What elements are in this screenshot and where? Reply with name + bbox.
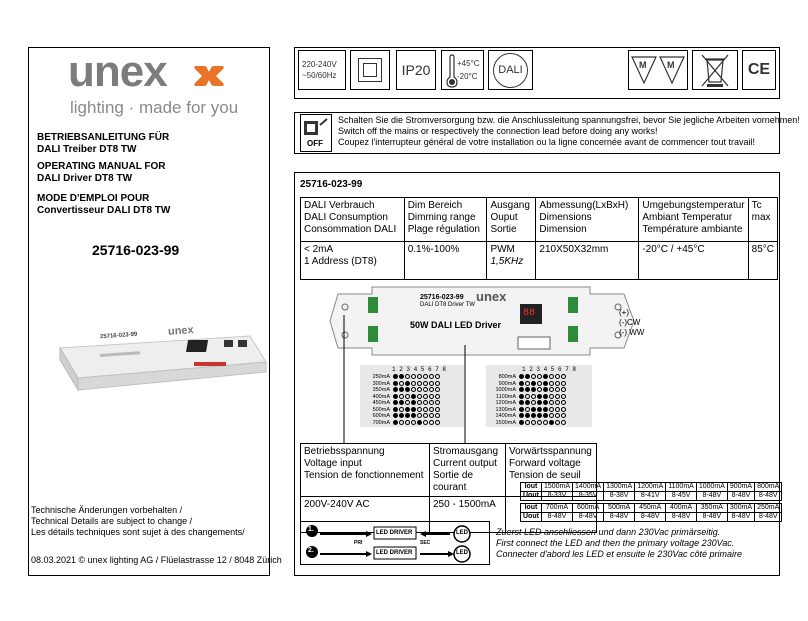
title-de-line2: DALI Treiber DT8 TW xyxy=(37,144,137,155)
current-cell: 8-48V xyxy=(541,513,572,522)
spec-header-dimensions: Abmessung(LxBxH) Dimensions Dimension xyxy=(536,198,639,242)
m-mark-icons xyxy=(628,50,688,90)
dip-current: 500mA xyxy=(372,406,390,413)
dali-icon xyxy=(488,50,533,90)
current-cell: 500mA xyxy=(604,504,635,513)
title-en xyxy=(37,161,166,185)
left-panel xyxy=(28,47,270,576)
connection-en: First connect the LED and then the primary voltage 230Vac. xyxy=(496,538,735,548)
dip-switch-dot xyxy=(537,381,542,386)
temp-min: -20°C xyxy=(457,72,478,81)
current-cell: 900mA xyxy=(727,483,754,492)
current-cell: 800mA xyxy=(755,483,782,492)
dip-switch-dot xyxy=(543,413,548,418)
current-cell: 8-48V xyxy=(696,513,727,522)
dip-switch-dot xyxy=(519,374,524,379)
current-row xyxy=(521,492,782,501)
dip-switch-dot xyxy=(525,387,530,392)
spec-value-temperature: -20°C / +45°C xyxy=(639,242,748,280)
current-cell: 8-41V xyxy=(635,492,666,501)
current-row-label: Iout xyxy=(521,483,542,492)
dip-switch-dot xyxy=(549,400,554,405)
current-row-label: Uout xyxy=(521,492,542,501)
dip-current: 1500mA xyxy=(495,419,516,426)
dip-switch-dot xyxy=(537,394,542,399)
dip-switch-dot xyxy=(531,387,536,392)
current-cell: 350mA xyxy=(696,504,727,513)
diagram-sub: DALI DT8 Driver TW xyxy=(420,302,475,308)
dip-current: 1200mA xyxy=(495,400,516,406)
diagram-label: 50W DALI LED Driver xyxy=(410,320,502,330)
dip-current: 400mA xyxy=(372,393,390,400)
warning-fr: Coupez l'interrupteur général de votre installation ou la ligne concernée avant de commencer tout travail! xyxy=(338,137,755,147)
current-cell: 8-48V xyxy=(755,492,782,501)
dip-switch-dot xyxy=(561,407,566,412)
dip-switch-dot xyxy=(549,381,554,386)
dip-switch-dot xyxy=(531,381,536,386)
logo-tagline: lighting · made for you xyxy=(70,98,239,117)
dip-switch-dot xyxy=(537,420,542,425)
dip-switch-dot xyxy=(555,394,560,399)
current-cell: 8-48V xyxy=(696,492,727,501)
led-1: LED xyxy=(456,530,468,536)
spec-header-consumption: DALI Verbrauch DALI Consumption Consommation DALI xyxy=(301,198,405,242)
dip-switch-dot xyxy=(549,413,554,418)
current-cell: 8-45V xyxy=(666,492,697,501)
logo-text: unex xyxy=(68,47,167,96)
current-cell: 8-48V xyxy=(755,513,782,522)
current-cell: 600mA xyxy=(573,504,604,513)
dip-right-header: 1 2 3 4 5 6 7 8 xyxy=(522,366,577,373)
m-mark-2: M xyxy=(667,60,675,70)
dip-switch-dot xyxy=(549,387,554,392)
current-cell: 8-33V xyxy=(541,492,572,501)
footer: 08.03.2021 © unex lighting AG / Flüelastrasse 12 / 8048 Zürich xyxy=(31,555,282,565)
spec-value-tc: 85°C xyxy=(748,242,777,280)
diagram-brand: unex xyxy=(476,289,507,304)
dip-switch-dot xyxy=(519,413,524,418)
dip-switch-dot xyxy=(531,420,536,425)
dip-current: 1400mA xyxy=(495,413,516,419)
dip-switch-dot xyxy=(525,394,530,399)
logo-mark-icon xyxy=(192,63,226,89)
off-label: OFF xyxy=(307,139,323,148)
ce-label: CE xyxy=(747,61,771,78)
disclaimer-en: Technical Details are subject to change / xyxy=(31,516,193,526)
current-cell: 1400mA xyxy=(573,483,604,492)
current-cell: 8-48V xyxy=(635,513,666,522)
dip-current: 350mA xyxy=(372,387,390,393)
warning-de: Schalten Sie die Stromversorgung bzw. die Anschlussleitung spannungsfrei, bevor Sie jegliche Arbeiten vornehmen! xyxy=(338,115,800,125)
class-ii-icon xyxy=(350,50,390,90)
title-fr xyxy=(37,193,170,217)
dip-current: 600mA xyxy=(372,413,390,419)
dip-switch-dot xyxy=(537,374,542,379)
supply-header-current: Stromausgang Current output Sortie de courant xyxy=(430,444,506,497)
spec-value-dimensions: 210X50X32mm xyxy=(536,242,639,280)
voltage-line1: 220-240V xyxy=(302,60,337,69)
driver-photo-icon xyxy=(42,318,270,398)
dip-current: 1300mA xyxy=(495,406,516,413)
dip-switch-dot xyxy=(531,374,536,379)
current-cell: 8-38V xyxy=(604,492,635,501)
unex-logo xyxy=(68,47,238,96)
m-mark-1: M xyxy=(639,60,647,70)
title-de-line1: BETRIEBSANLEITUNG FÜR xyxy=(37,132,170,143)
spec-value-row xyxy=(301,242,778,280)
ip20-icon xyxy=(396,50,436,90)
dip-switch-dot xyxy=(525,413,530,418)
dip-switch-dot xyxy=(555,420,560,425)
current-cell: 8-35V xyxy=(573,492,604,501)
sec-label: SEC xyxy=(420,540,431,546)
title-fr-line2: Convertisseur DALI DT8 TW xyxy=(37,205,171,216)
current-cell: 700mA xyxy=(541,504,572,513)
title-en-line1: OPERATING MANUAL FOR xyxy=(37,161,166,172)
step1-label: 1. xyxy=(308,526,314,533)
dip-switch-dot xyxy=(519,387,524,392)
dip-switch-dot xyxy=(549,407,554,412)
dip-switch-dot xyxy=(537,387,542,392)
switch-icon xyxy=(301,115,331,139)
voltage-icon xyxy=(298,50,346,90)
dip-switch-dot xyxy=(561,374,566,379)
current-cell: 450mA xyxy=(635,504,666,513)
supply-value-voltage: 200V-240V AC xyxy=(301,497,430,533)
dip-switch-dot xyxy=(537,407,542,412)
dip-switch-dot xyxy=(519,400,524,405)
dip-switch-dot xyxy=(543,420,548,425)
dip-switch-dot xyxy=(561,400,566,405)
dip-switch-dot xyxy=(549,420,554,425)
warning-en: Switch off the mains or respectively the connection lead before doing any works! xyxy=(338,126,658,136)
dip-switch-dot xyxy=(555,387,560,392)
dip-switch-dot xyxy=(531,394,536,399)
dip-current: 250mA xyxy=(372,374,390,380)
ce-icon xyxy=(742,50,776,90)
dip-switch-dot xyxy=(543,400,548,405)
display-icon: 88 xyxy=(523,308,536,319)
connection-arrows-icon xyxy=(304,523,488,563)
current-row xyxy=(521,483,782,492)
dip-switch-dot xyxy=(531,407,536,412)
connection-text xyxy=(496,527,742,560)
dip-switch-dot xyxy=(519,407,524,412)
dip-switch-dot xyxy=(561,420,566,425)
dip-switch-dot xyxy=(561,381,566,386)
spec-header-row xyxy=(301,198,778,242)
supply-header-voltage: Betriebsspannung Voltage input Tension de fonctionnement xyxy=(301,444,430,497)
dip-switch-dot xyxy=(519,394,524,399)
leader-lines xyxy=(300,285,500,445)
photo-label: 25716-023-99 xyxy=(99,331,138,341)
temp-max: +45°C xyxy=(457,59,480,68)
dip-switch-dot xyxy=(543,374,548,379)
product-photo xyxy=(42,318,270,398)
disclaimer-de: Technische Änderungen vorbehalten / xyxy=(31,505,183,515)
out-cw: (-)CW xyxy=(619,318,641,327)
weee-icon xyxy=(692,50,738,90)
current-cell: 300mA xyxy=(727,504,754,513)
out-plus: (+) xyxy=(619,308,629,317)
connection-diagram xyxy=(304,523,488,563)
supply-value-current: 250 - 1500mA xyxy=(430,497,506,533)
dip-switch-dot xyxy=(525,381,530,386)
switch-off-icon xyxy=(300,114,332,152)
dip-switch-dot xyxy=(525,374,530,379)
title-de xyxy=(37,132,169,156)
output-terminals xyxy=(619,308,644,338)
spec-header-tc: Tc max xyxy=(748,198,777,242)
dip-switch-dot xyxy=(519,381,524,386)
dip-current: 900mA xyxy=(498,380,516,387)
current-cell: 400mA xyxy=(666,504,697,513)
disclaimer-fr: Les détails techniques sont sujet à des changements/ xyxy=(31,527,245,537)
dip-switch-dot xyxy=(561,394,566,399)
article-number: 25716-023-99 xyxy=(92,242,180,258)
dip-current: 700mA xyxy=(372,419,390,426)
dip-switch-dot xyxy=(549,374,554,379)
current-cell: 1200mA xyxy=(635,483,666,492)
spec-article: 25716-023-99 xyxy=(300,179,363,190)
dip-switch-dot xyxy=(531,413,536,418)
dip-switch-dot xyxy=(543,407,548,412)
dip-switch-dot xyxy=(555,400,560,405)
dip-current: 450mA xyxy=(372,400,390,406)
current-cell: 250mA xyxy=(755,504,782,513)
dip-current: 300mA xyxy=(372,380,390,387)
dip-current: 1100mA xyxy=(495,393,516,400)
current-row-label: Iout xyxy=(521,504,542,513)
current-cell: 8-48V xyxy=(666,513,697,522)
dip-right-rows xyxy=(490,374,567,426)
voltage-line2: ~50/60Hz xyxy=(302,71,337,80)
crossed-bin-icon xyxy=(693,51,737,89)
spec-value-output: PWM 1,5KHz xyxy=(487,242,536,280)
dip-switch-dot xyxy=(555,413,560,418)
current-cell: 1000mA xyxy=(696,483,727,492)
current-cell: 8-48V xyxy=(727,492,754,501)
dip-current: 800mA xyxy=(498,374,516,380)
driver-box-1: LED DRIVER xyxy=(376,530,413,536)
dip-switch-dot xyxy=(525,407,530,412)
dip-row xyxy=(490,420,567,427)
title-fr-line1: MODE D'EMPLOI POUR xyxy=(37,193,150,204)
dip-switch-dot xyxy=(543,394,548,399)
dip-left-header: 1 2 3 4 5 6 7 8 xyxy=(392,366,447,373)
dip-switch-dot xyxy=(525,400,530,405)
spec-value-dimming: 0.1%-100% xyxy=(404,242,487,280)
connection-de: Zuerst LED anschliessen und dann 230Vac primärseitig. xyxy=(496,527,721,537)
disclaimer xyxy=(31,505,245,538)
pri-label: PRI xyxy=(354,540,363,546)
m-triangles-icon xyxy=(629,51,687,89)
dip-switch-dot xyxy=(537,413,542,418)
dip-switch-dot xyxy=(555,374,560,379)
dip-switch-dot xyxy=(525,420,530,425)
dip-switch-dot xyxy=(555,381,560,386)
spec-header-temperature: Umgebungstemperatur Ambiant Temperatur Température ambiante xyxy=(639,198,748,242)
dip-switch-dot xyxy=(555,407,560,412)
temperature-icon xyxy=(441,50,484,90)
dip-current: 1000mA xyxy=(495,387,516,393)
spec-value-consumption: < 2mA 1 Address (DT8) xyxy=(301,242,405,280)
dip-switch-dot xyxy=(531,400,536,405)
current-cell: 1300mA xyxy=(604,483,635,492)
current-cell: 8-48V xyxy=(573,513,604,522)
spec-header-dimming: Dim Bereich Dimming range Plage régulation xyxy=(404,198,487,242)
dip-switch-dot xyxy=(549,394,554,399)
dip-switch-dot xyxy=(537,400,542,405)
title-en-line2: DALI Driver DT8 TW xyxy=(37,173,133,184)
warning-text xyxy=(338,115,800,148)
step2-label: 2. xyxy=(308,547,314,554)
photo-brand: unex xyxy=(167,324,195,338)
led-2: LED xyxy=(456,550,468,556)
current-row-label: Uout xyxy=(521,513,542,522)
current-cell: 1100mA xyxy=(666,483,697,492)
supply-header-forward: Vorwärtsspannung Forward voltage Tension de seuil xyxy=(506,444,597,497)
dip-switch-dot xyxy=(561,413,566,418)
dip-switch-dot xyxy=(543,381,548,386)
diagram-model: 25716-023-99 xyxy=(420,294,464,301)
connection-fr: Connecter d'abord les LED et ensuite le 230Vac côté primaire xyxy=(496,549,743,559)
current-cell: 8-48V xyxy=(604,513,635,522)
spec-header-output: Ausgang Ouput Sortie xyxy=(487,198,536,242)
out-ww: (-) WW xyxy=(619,328,645,337)
ip20-label: IP20 xyxy=(401,62,431,78)
current-row xyxy=(521,504,782,513)
current-cell: 1500mA xyxy=(541,483,572,492)
spec-table xyxy=(300,197,778,280)
current-row xyxy=(521,513,782,522)
dip-switch-dot xyxy=(519,420,524,425)
driver-box-2: LED DRIVER xyxy=(376,550,413,556)
dip-switch-dot xyxy=(561,387,566,392)
current-cell: 8-48V xyxy=(727,513,754,522)
dali-label: DALI xyxy=(498,64,523,76)
dip-switch-dot xyxy=(543,387,548,392)
current-voltage-table xyxy=(520,482,782,522)
